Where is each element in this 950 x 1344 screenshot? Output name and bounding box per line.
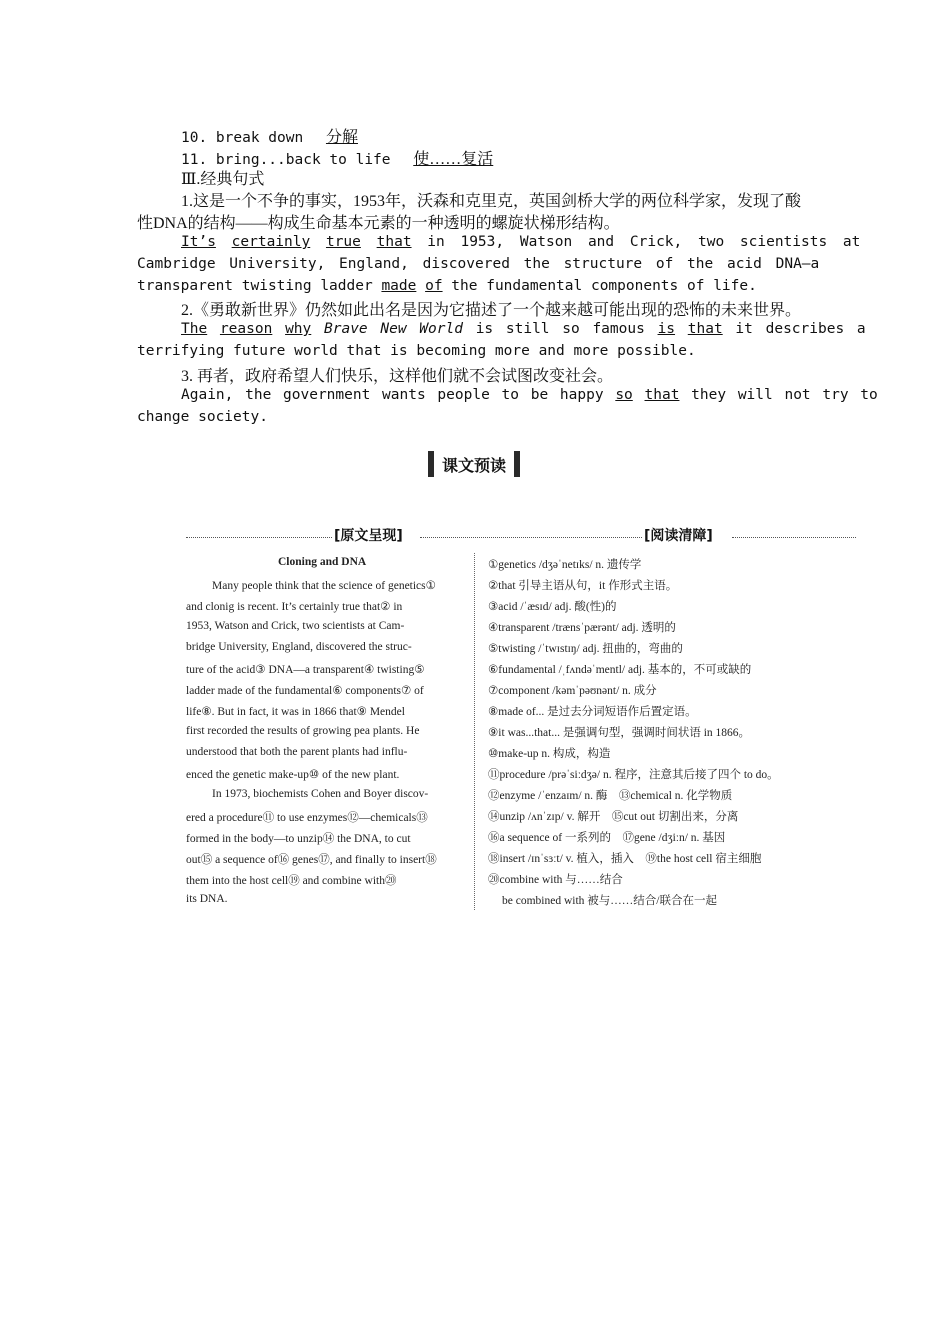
article-line: Many people think that the science of genetics① xyxy=(212,580,436,592)
keyword: reason xyxy=(219,321,273,337)
article-title: Cloning and DNA xyxy=(278,556,367,568)
right-column-header: [阅读清障] xyxy=(644,528,713,544)
sentence-3-en-line-2: change society. xyxy=(137,409,268,425)
note-item: ⑭unzip /ʌnˈzɪp/ v. 解开 ⑮cut out 切割出来，分离 xyxy=(488,811,739,823)
note-item: ⑱insert /ɪnˈsɜːt/ v. 植入，插入 ⑲the host cell 宿主细胞 xyxy=(488,853,762,865)
sentence-1-en-line-2: Cambridge University, England, discovered the structure of the acid DNA—a xyxy=(137,256,820,272)
banner-title: 课文预读 xyxy=(442,455,507,475)
vocab-item-10 xyxy=(181,124,358,147)
left-column-header: [原文呈现] xyxy=(334,528,403,544)
sentence-2-en-line-1 xyxy=(181,321,866,337)
sentence-text: transparent twisting ladder xyxy=(137,278,373,294)
article-line: its DNA. xyxy=(186,893,228,905)
keyword: that xyxy=(644,387,680,403)
article-line: ture of the acid③ DNA—a transparent④ twisting⑤ xyxy=(186,664,425,676)
keyword: so xyxy=(615,387,633,403)
keyword: The xyxy=(181,321,208,337)
sentence-text: Again, the government wants people to be happy xyxy=(181,387,604,403)
note-item: ⑫enzyme /ˈenzaɪm/ n. 酶 ⑬chemical n. 化学物质 xyxy=(488,790,733,802)
article-line: In 1973, biochemists Cohen and Boyer discov- xyxy=(212,788,429,800)
sentence-3-zh: 3. 再者，政府希望人们快乐，这样他们就不会试图改变社会。 xyxy=(181,368,614,385)
sentence-text: they will not try to xyxy=(691,387,878,403)
note-item: ⑤twisting /ˈtwɪstɪŋ/ adj. 扭曲的，弯曲的 xyxy=(488,643,683,655)
dotted-line xyxy=(732,537,856,538)
notes-column xyxy=(488,556,856,906)
sentence-1-en-line-3 xyxy=(137,278,757,294)
section-banner xyxy=(428,449,520,479)
section-heading: Ⅲ.经典句式 xyxy=(181,171,265,188)
keyword: is xyxy=(657,321,676,337)
vocab-item-10-zh: 分解 xyxy=(325,129,358,146)
article-line: ladder made of the fundamental⑥ components⑦ of xyxy=(186,685,424,697)
keyword: It’s xyxy=(181,234,216,250)
sentence-1-en-line-1 xyxy=(181,234,860,250)
vocab-item-11-en: 11. bring...back to life xyxy=(181,152,391,168)
note-item: ⑦component /kəmˈpəʊnənt/ n. 成分 xyxy=(488,685,657,697)
article-line: them into the host cell⑲ and combine with⑳ xyxy=(186,875,397,887)
vocab-item-11-zh: 使……复活 xyxy=(413,151,494,168)
keyword: certainly xyxy=(231,234,311,250)
banner-bar-left xyxy=(428,451,434,477)
article-line: enced the genetic make-up⑩ of the new plant. xyxy=(186,769,400,781)
note-item: ②that 引导主语从句，it 作形式主语。 xyxy=(488,580,678,592)
note-item: ⑨it was...that... 是强调句型，强调时间状语 in 1866。 xyxy=(488,727,751,739)
sentence-text: is still so famous xyxy=(475,321,645,337)
keyword: that xyxy=(687,321,723,337)
note-item: ④transparent /trænsˈpærənt/ adj. 透明的 xyxy=(488,622,676,634)
note-item: ⑩make-up n. 构成，构造 xyxy=(488,748,611,760)
article-line: out⑮ a sequence of⑯ genes⑰, and finally to insert⑱ xyxy=(186,854,437,866)
keyword: that xyxy=(376,234,412,250)
article-line: first recorded the results of growing pea plants. He xyxy=(186,725,420,737)
article-line: understood that both the parent plants had influ- xyxy=(186,746,408,758)
note-item: ⑳combine with 与……结合 xyxy=(488,874,623,886)
article-line: life⑧. But in fact, it was in 1866 that⑨ Mendel xyxy=(186,706,405,718)
columns-header xyxy=(186,525,856,547)
article-line: formed in the body—to unzip⑭ the DNA, to cut xyxy=(186,833,411,845)
note-item: ⑥fundamental /ˌfʌndəˈmentl/ adj. 基本的，不可或缺的 xyxy=(488,664,752,676)
sentence-3-en-line-1 xyxy=(181,387,878,403)
dotted-line xyxy=(420,537,642,538)
keyword: why xyxy=(285,321,312,337)
keyword: made xyxy=(381,278,417,294)
sentence-2-zh: 2.《勇敢新世界》仍然如此出名是因为它描述了一个越来越可能出现的恐怖的未来世界。 xyxy=(181,302,802,319)
note-item: ⑪procedure /prəˈsiːdʒə/ n. 程序，注意其后接了四个 to do。 xyxy=(488,769,779,781)
book-title: Brave New World xyxy=(324,321,463,337)
sentence-text: it describes a xyxy=(735,321,866,337)
article-line: and clonig is recent. It’s certainly true that② in xyxy=(186,601,403,613)
dotted-line xyxy=(186,537,332,538)
sentence-text: in 1953, Watson and Crick, two scientists at xyxy=(427,234,861,250)
keyword: true xyxy=(325,234,361,250)
sentence-1-zh-line-2: 性DNA的结构——构成生命基本元素的一种透明的螺旋状梯形结构。 xyxy=(137,215,620,232)
vocab-item-10-en: 10. break down xyxy=(181,130,304,146)
note-item: ①genetics /dʒəˈnetɪks/ n. 遗传学 xyxy=(488,559,642,571)
article-line: ered a procedure⑪ to use enzymes⑫—chemicals⑬ xyxy=(186,812,428,824)
column-divider xyxy=(474,553,475,910)
keyword: of xyxy=(425,278,443,294)
article-column xyxy=(186,556,464,906)
note-item: ⑯a sequence of 一系列的 ⑰gene /dʒiːn/ n. 基因 xyxy=(488,832,726,844)
note-item: ③acid /ˈæsɪd/ adj. 酸(性)的 xyxy=(488,601,617,613)
article-line: 1953, Watson and Crick, two scientists at Cam- xyxy=(186,620,405,632)
sentence-2-en-line-2: terrifying future world that is becoming more and more possible. xyxy=(137,343,696,359)
article-line: bridge University, England, discovered the struc- xyxy=(186,641,412,653)
sentence-1-zh-line-1: 1.这是一个不争的事实，1953年，沃森和克里克，英国剑桥大学的两位科学家，发现了酸 xyxy=(181,193,802,210)
sentence-text: the fundamental components of life. xyxy=(451,278,757,294)
note-item: be combined with 被与……结合/联合在一起 xyxy=(502,895,717,907)
banner-bar-right xyxy=(514,451,520,477)
note-item: ⑧made of... 是过去分词短语作后置定语。 xyxy=(488,706,697,718)
